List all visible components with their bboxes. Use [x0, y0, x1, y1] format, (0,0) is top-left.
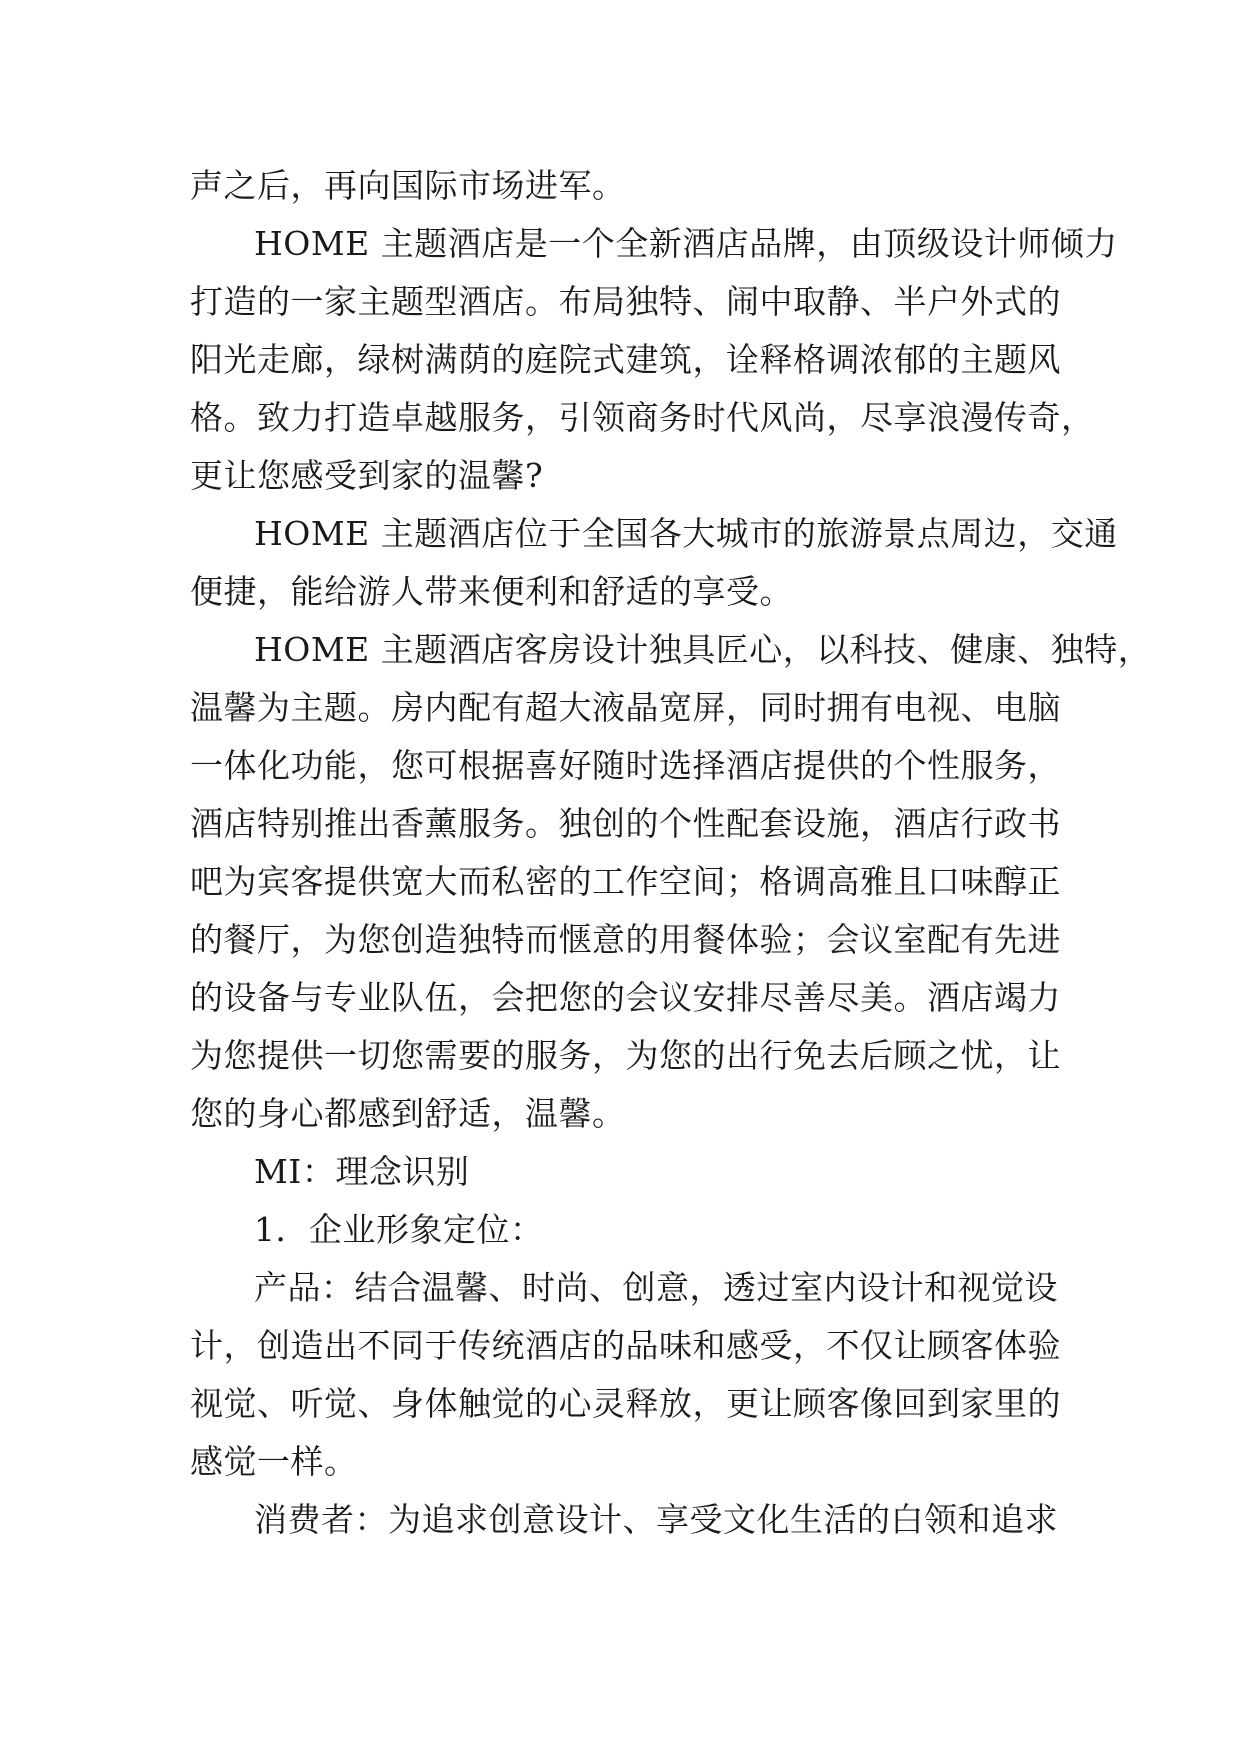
text-line: 的设备与专业队伍，会把您的会议安排尽善尽美。酒店竭力: [190, 978, 1061, 1017]
text-line: 便捷，能给游人带来便利和舒适的享受。: [190, 572, 793, 611]
text-line: 格。致力打造卓越服务，引领商务时代风尚，尽享浪漫传奇，: [190, 398, 1095, 437]
text-line: 温馨为主题。房内配有超大液晶宽屏，同时拥有电视、电脑: [190, 688, 1061, 727]
text-line: 阳光走廊，绿树满荫的庭院式建筑，诠释格调浓郁的主题风: [190, 340, 1061, 379]
text-line: 为您提供一切您需要的服务，为您的出行免去后顾之忧，让: [190, 1036, 1061, 1075]
text-line: 产品：结合温馨、时尚、创意，透过室内设计和视觉设: [254, 1268, 1058, 1307]
section-heading: MI：理念识别: [254, 1152, 470, 1191]
document-body: [190, 157, 1152, 1549]
text-line: 声之后，再向国际市场进军。: [190, 166, 626, 205]
text-line: 感觉一样。: [190, 1442, 358, 1481]
text-line: 的餐厅，为您创造独特而惬意的用餐体验；会议室配有先进: [190, 920, 1061, 959]
text-line: HOME 主题酒店客房设计独具匠心，以科技、健康、独特，: [254, 630, 1152, 669]
text-line: 更让您感受到家的温馨?: [190, 456, 544, 495]
text-line: 您的身心都感到舒适，温馨。: [190, 1094, 626, 1133]
text-line: 视觉、听觉、身体触觉的心灵释放，更让顾客像回到家里的: [190, 1384, 1061, 1423]
text-line: 吧为宾客提供宽大而私密的工作空间；格调高雅且口味醇正: [190, 862, 1061, 901]
text-line: 酒店特别推出香薰服务。独创的个性配套设施，酒店行政书: [190, 804, 1061, 843]
text-line: 一体化功能，您可根据喜好随时选择酒店提供的个性服务，: [190, 746, 1061, 785]
text-line: 消费者：为追求创意设计、享受文化生活的白领和追求: [254, 1500, 1058, 1539]
list-item-heading: 1．企业形象定位：: [254, 1210, 544, 1249]
text-line: HOME 主题酒店位于全国各大城市的旅游景点周边，交通: [254, 514, 1118, 553]
text-line: 计，创造出不同于传统酒店的品味和感受，不仅让顾客体验: [190, 1326, 1061, 1365]
text-line: HOME 主题酒店是一个全新酒店品牌，由顶级设计师倾力: [254, 224, 1118, 263]
text-line: 打造的一家主题型酒店。布局独特、闹中取静、半户外式的: [190, 282, 1061, 321]
